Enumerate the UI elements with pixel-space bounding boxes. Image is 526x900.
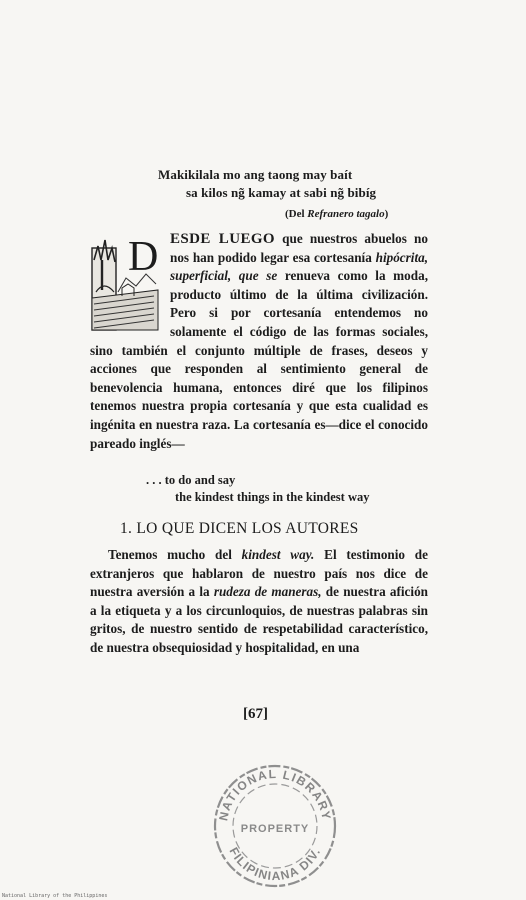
source-prefix: (Del xyxy=(285,208,308,220)
source-suffix: ) xyxy=(384,208,389,220)
p1-text-2: renueva como la moda, producto último de la última civilización. Pero si por cortesanía entendemos no solamente el código de las formas sociales, sino también el conjunto múltiple de frases, deseos y acciones que responden al sentimiento general de benevolencia humana, entonces diré que los filipinos tenemos nuestra propia cortesanía y que esta cualidad es ingénita en nuestra raza. La cortesanía es—dice el conocido pareado inglés— xyxy=(90,268,428,451)
illuminated-initial xyxy=(88,230,166,334)
p2-text-1: Tenemos mucho del xyxy=(108,547,242,562)
section-heading: 1. LO QUE DICEN LOS AUTORES xyxy=(120,520,359,537)
svg-text:NATIONAL LIBRARY xyxy=(216,767,334,822)
stamp-top-text: NATIONAL LIBRARY xyxy=(216,766,334,822)
p2-italic-1: kindest way. xyxy=(241,547,315,562)
p2-italic-2: rudeza de maneras, xyxy=(213,584,322,600)
page-number: [67] xyxy=(243,706,268,722)
paragraph-1 xyxy=(90,230,428,453)
svg-text:FILIPINIANA DIV. xyxy=(226,845,323,883)
epigraph-line-1: Makikilala mo ang taong may baít xyxy=(158,167,353,182)
quote-line-1: . . . to do and say xyxy=(146,473,236,487)
library-stamp xyxy=(205,760,345,895)
epigraph-line-2: sa kilos ng̃ kamay at sabi ng̃ bibíg xyxy=(186,185,377,200)
p2-text-3: de nuestra afición a la etiqueta y a los circunloquios, de nuestras palabras sin gritos, de nuestro sentido de respetabilidad característico, de nuestra obsequiosidad y hospitalidad, en una xyxy=(90,584,428,655)
drop-cap: D xyxy=(128,234,159,280)
stamp-middle-text: PROPERTY xyxy=(240,823,310,835)
opening-caps: ESDE LUEGO xyxy=(170,231,275,247)
source-title: Refranero tagalo xyxy=(307,208,385,220)
stamp-bottom-text: FILIPINIANA DIV. xyxy=(226,845,324,884)
epigraph-source xyxy=(285,208,388,220)
landscape-illustration xyxy=(88,230,166,334)
paragraph-2 xyxy=(90,546,428,658)
p2-text-2: El testimonio de extranjeros que hablaron de nuestro país nos dice de nuestra aversión a la xyxy=(90,547,428,600)
footer-watermark: National Library of the Philippines xyxy=(2,893,108,899)
quote-line-2: the kindest things in the kindest way xyxy=(175,490,370,504)
p1-italic-1: hipócrita, superficial, que se xyxy=(170,249,428,284)
p1-text-1: que nuestros abuelos no nos han podido legar esa cortesanía xyxy=(170,231,428,265)
